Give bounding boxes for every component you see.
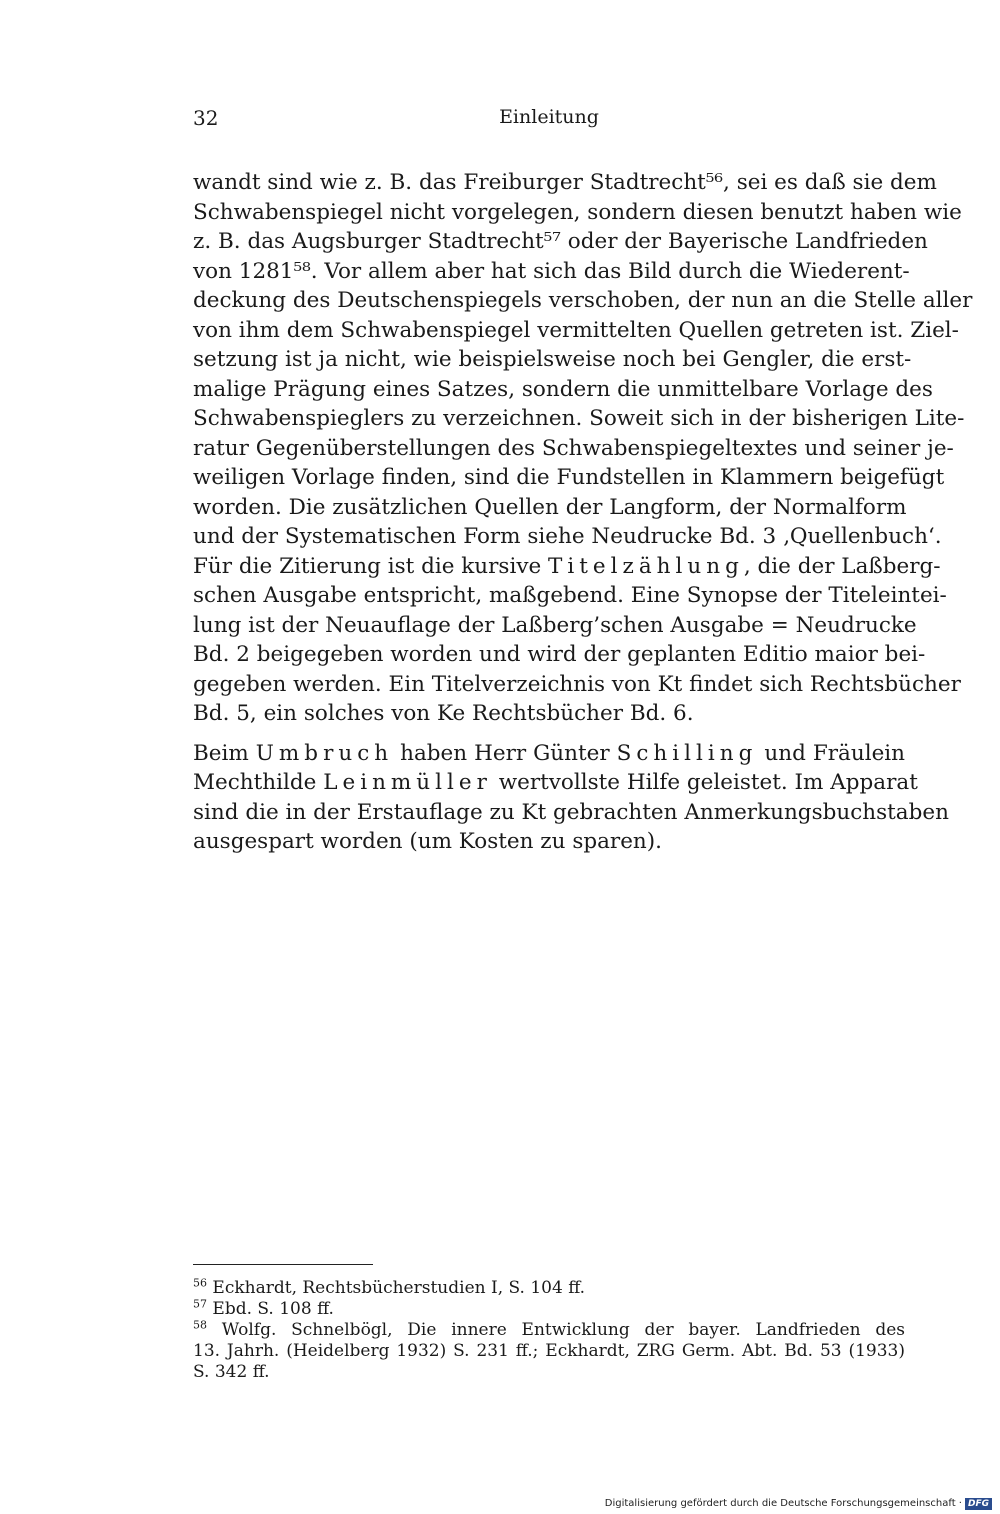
spaced-term: Titelzählung (548, 553, 744, 579)
spaced-term: Schilling (616, 740, 758, 766)
text-line: sind die in der Erstauflage zu Kt gebrachten Anmerkungsbuchstaben (193, 799, 949, 825)
footnote-58 (193, 1320, 905, 1383)
footnote-line (193, 1320, 905, 1341)
text-line: weiligen Vorlage finden, sind die Fundstellen in Klammern beigefügt (193, 465, 945, 490)
text-line: Bd. 2 beigegeben worden und wird der geplanten Editio maior bei- (193, 642, 926, 667)
text-line: Bd. 5, ein solches von Ke Rechtsbücher Bd. 6. (193, 701, 694, 726)
text-line (193, 768, 918, 798)
footnote-line: S. 342 ff. (193, 1362, 270, 1382)
text-segment: haben Herr Günter (393, 740, 617, 766)
text-line: ausgespart worden (um Kosten zu sparen). (193, 829, 663, 854)
digitization-credit (605, 1498, 992, 1510)
footnote-number: 57 (193, 1297, 207, 1311)
footnote-number: 56 (193, 1276, 207, 1290)
text-line: z. B. das Augsburger Stadtrecht⁵⁷ oder der Bayerische Landfrieden (193, 229, 928, 254)
text-line: worden. Die zusätzlichen Quellen der Langform, der Normalform (193, 494, 907, 520)
text-line: und der Systematischen Form siehe Neudrucke Bd. 3 ‚Quellenbuch‘. (193, 524, 942, 549)
paragraph-2 (193, 739, 949, 857)
spaced-term: Leinmüller (323, 770, 492, 795)
footnote-rule (193, 1264, 373, 1265)
text-segment: , die der Laßberg- (743, 553, 941, 579)
footnote-number: 58 (193, 1318, 207, 1332)
text-line (193, 552, 941, 582)
text-line (193, 739, 905, 769)
text-line: von 1281⁵⁸. Vor allem aber hat sich das Bild durch die Wiederent- (193, 258, 910, 284)
text-line: ratur Gegenüberstellungen des Schwabenspiegeltextes und seiner je- (193, 435, 954, 461)
text-segment: wertvollste Hilfe geleistet. Im Apparat (491, 770, 918, 795)
footnote-line: 13. Jahrh. (Heidelberg 1932) S. 231 ff.; Eckhardt, ZRG Germ. Abt. Bd. 53 (1933) (193, 1341, 905, 1361)
text-line: schen Ausgabe entspricht, maßgebend. Eine Synopse der Titeleintei- (193, 583, 947, 608)
body-text (193, 168, 973, 857)
dfg-logo-icon: DFG (965, 1498, 992, 1510)
text-line: gegeben werden. Ein Titelverzeichnis von Kt findet sich Rechtsbücher (193, 671, 961, 697)
text-line: wandt sind wie z. B. das Freiburger Stadtrecht⁵⁶, sei es daß sie dem (193, 170, 937, 195)
text-segment: Mechthilde (193, 770, 324, 795)
footnote-57 (193, 1299, 905, 1320)
text-line: von ihm dem Schwabenspiegel vermittelten Quellen getreten ist. Ziel- (193, 317, 959, 343)
footnote-line (193, 1278, 905, 1299)
footnote-56 (193, 1278, 905, 1299)
spaced-term: Umbruch (255, 740, 394, 766)
footnote-text: Wolfg. Schnelbögl, Die innere Entwicklung der bayer. Landfrieden des (221, 1320, 905, 1340)
text-segment: und Fräulein (757, 740, 906, 766)
text-segment: Für die Zitierung ist die kursive (193, 553, 549, 579)
text-line: deckung des Deutschenspiegels verschoben, der nun an die Stelle aller (193, 288, 973, 313)
credit-text: Digitalisierung gefördert durch die Deutsche Forschungsgemeinschaft · (604, 1498, 962, 1509)
text-segment: Beim (193, 740, 256, 766)
page-header (193, 106, 905, 136)
footnote-text: Eckhardt, Rechtsbücherstudien I, S. 104 ff. (212, 1278, 586, 1298)
text-line: Schwabenspieglers zu verzeichnen. Soweit sich in der bisherigen Lite- (193, 406, 965, 431)
text-line: malige Prägung eines Satzes, sondern die unmittelbare Vorlage des (193, 376, 933, 402)
footnote-text: Ebd. S. 108 ff. (212, 1299, 334, 1319)
paragraph-1 (193, 168, 973, 729)
text-line: setzung ist ja nicht, wie beispielsweise noch bei Gengler, die erst- (193, 347, 912, 372)
running-title: Einleitung (499, 106, 599, 128)
page-number: 32 (193, 106, 219, 130)
text-line: Schwabenspiegel nicht vorgelegen, sondern diesen benutzt haben wie (193, 199, 962, 225)
text-line: lung ist der Neuauflage der Laßberg’schen Ausgabe = Neudrucke (193, 612, 917, 638)
footnotes (193, 1278, 905, 1383)
footnote-line (193, 1299, 905, 1320)
